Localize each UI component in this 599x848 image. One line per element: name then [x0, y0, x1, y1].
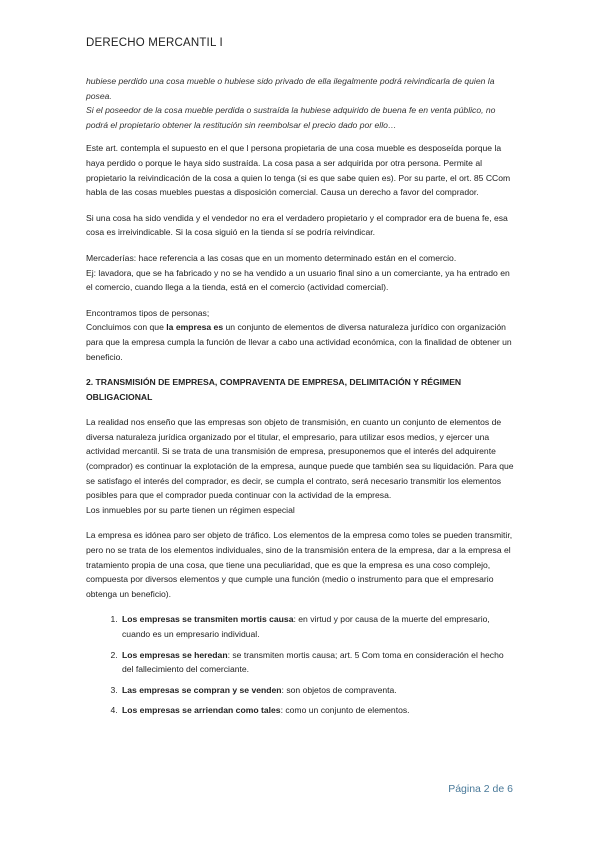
paragraph: La realidad nos enseño que las empresas son objeto de transmisión, en cuanto un conjunto de elementos de diversa naturaleza jurídica organizado por el titular, el empresario, para utilizar esos medios, y ejercer una actividad mercantil. Si se trata de una transmisión de empresa, presuponemos que el interés del adquirente (comprador) es continuar la explotación de la empresa, aunque puede que también sea su liquidación. Para que se satisfago el interés del comprador, es decir, se cumpla el contrato, será necesario transmitir los elementos posibles para que el comprador pueda continuar con la actividad de la empresa.: [86, 417, 514, 501]
list-item-bold: Los empresas se heredan: [122, 649, 228, 660]
list-item: [120, 612, 516, 641]
paragraph-group: [86, 415, 516, 517]
list-item-bold: Los empresas se arriendan como tales: [122, 705, 281, 716]
paragraph: Si una cosa ha sido vendida y el vendedor no era el verdadero propietario y el comprador era de buena fe, esa cosa es irreivindicable. Si la cosa siguió en la tienda sí se podría reivindicar.: [86, 212, 508, 238]
list-item-text: : se transmiten mortis causa; art. 5 Com toma en consideración el hecho del fallecimiento del comerciante.: [122, 649, 504, 675]
list-item: [120, 703, 516, 718]
section-heading: 2. TRANSMISIÓN DE EMPRESA, COMPRAVENTA DE EMPRESA, DELIMITACIÓN Y RÉGIMEN OBLIGACIONAL: [86, 377, 462, 402]
quote-line: Si el poseedor de la cosa mueble perdida o sustraída la hubiese adquirido de buena fe en venta público, no podrá el propietario obtener la restitución sin reembolsar el precio dado por ello…: [86, 105, 496, 130]
quote-line: hubiese perdido una cosa mueble o hubiese sido privado de ella ilegalmente podrá reivindicarla de quien la posea.: [86, 76, 495, 101]
paragraph-group: [86, 306, 516, 364]
list-item-bold: Las empresas se compran y se venden: [122, 684, 282, 695]
legal-quote: [86, 74, 516, 132]
paragraph: Este art. contempla el supuesto en el que l persona propietaria de una cosa mueble es desposeída porque la haya perdido o porque le haya sido sustraída. La cosa pasa a ser adquirida por otra persona. Permite al propietario la reivindicación de la cosa a quien lo tenga (si es que sabe quien es). Por su parte, el ort. 85 CCom habla de las cosas muebles puestas a disposición comercial. Causa un derecho a favor del comprador.: [86, 143, 511, 198]
paragraph-group: [86, 251, 516, 295]
list-item-text: : son objetos de compraventa.: [281, 684, 397, 695]
page-content: [86, 74, 516, 724]
paragraph: La empresa es idónea paro ser objeto de tráfico. Los elementos de la empresa como toles se pueden transmitir, pero no se trata de los elementos individuales, sino de la transmisión entera de la empresa, dar a la empresa el tratamiento propia de una cosa, que tiene una peculiaridad, que es que la empresa es una coso complejo, compuesta por diversos elementos y que cumple una función (medio o instrumento para que el empresario obtenga un beneficio).: [86, 530, 513, 599]
text-run: Concluimos con que: [86, 322, 167, 333]
list-item: [120, 648, 516, 677]
paragraph: Los inmuebles por su parte tienen un régimen especial: [86, 504, 295, 515]
numbered-list: [86, 612, 516, 718]
text-run: un conjunto de elementos de diversa naturaleza jurídico con organización para que la empresa cumpla la función de llevar a cabo una actividad económica, con la finalidad de obtener un beneficio.: [86, 322, 512, 362]
paragraph: Ej: lavadora, que se ha fabricado y no se ha vendido a un usuario final sino a un comerciante, ya ha entrado en el comercio, cuando llega a la tienda, está en el comercio (actividad comercial).: [86, 267, 510, 293]
list-item-bold: Los empresas se transmiten mortis causa: [122, 614, 294, 625]
bold-term: la empresa es: [166, 322, 224, 333]
paragraph: [86, 320, 516, 364]
page-header: DERECHO MERCANTIL I: [86, 37, 223, 49]
paragraph: Encontramos tipos de personas;: [86, 307, 210, 318]
page-number: Página 2 de 6: [448, 783, 513, 795]
list-item-text: : como un conjunto de elementos.: [280, 705, 410, 716]
list-item: [120, 683, 516, 698]
list-item-text: : en virtud y por causa de la muerte del empresario, cuando es un empresario individual.: [122, 614, 490, 639]
paragraph: Mercaderías: hace referencia a las cosas que en un momento determinado están en el comercio.: [86, 252, 457, 263]
